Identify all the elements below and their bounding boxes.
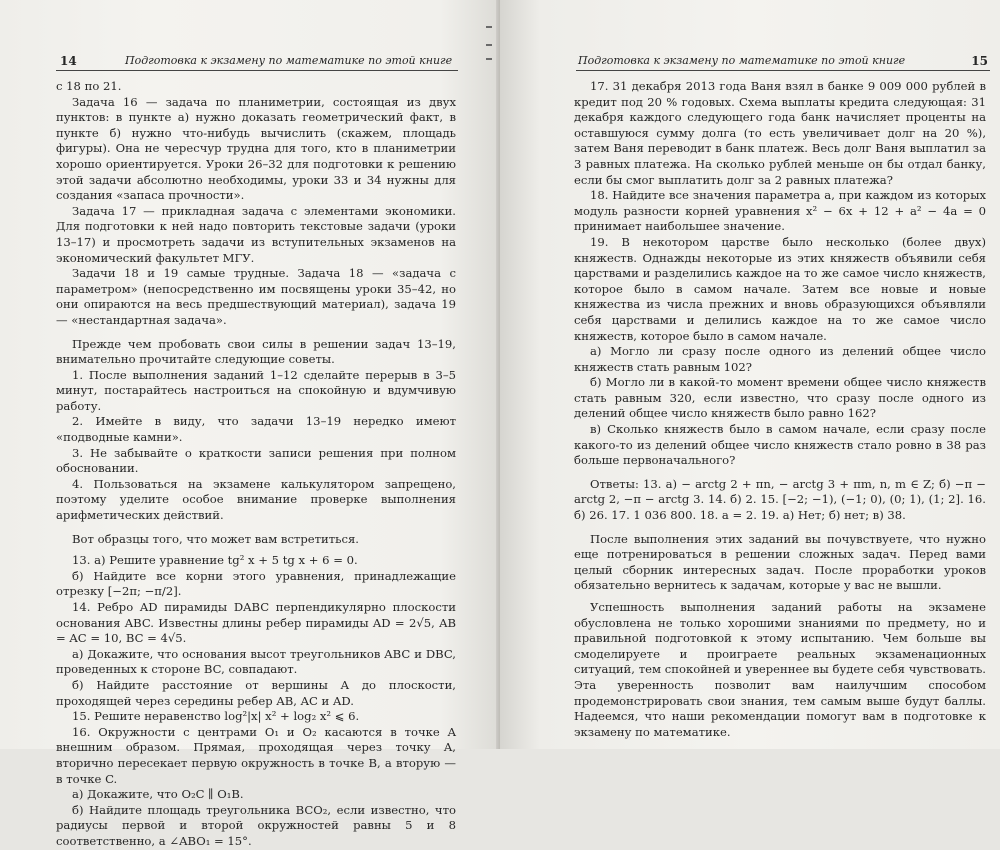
problem-17: 17. 31 декабря 2013 года Ваня взял в банке 9 009 000 рублей в кредит под 20 % годовых. Схема выплаты кредита следующая: 31 декабря каждого следующего года банк начисляет проценты на оставшуюся сумму долга (то есть увеличивает долг на 20 %), затем Ваня переводит в банк платеж. Весь долг Ваня выплатил за 3 равных платежа. На сколько рублей меньше он бы отдал банку, если бы смог выплатить долг за 2 равных платежа? xyxy=(574,79,986,187)
advice-item-3: 3. Не забывайте о краткости записи решения при полном обосновании. xyxy=(56,445,456,476)
problem-19: 19. В некотором царстве было несколько (более двух) княжеств. Однажды некоторые из этих княжеств объявили себя царствами и разделились каждое на то же самое число княжеств, которое было в самом начале. Затем все новые и новые княжества из числа прежних и вновь образующихся объявляли себя царствами и делились каждое на то же самое число княжеств, которое было в самом начале. xyxy=(574,234,986,343)
paragraph-task-17: Задача 17 — прикладная задача с элементами экономики. Для подготовки к ней надо повторить текстовые задачи (уроки 13–17) и просмотреть задачи из вступительных экзаменов на экономический факультет МГУ. xyxy=(56,203,456,265)
problem-19a: а) Могло ли сразу после одного из делений общее число княжеств стать равным 102? xyxy=(574,344,986,374)
problem-19c: в) Сколько княжеств было в самом начале, если сразу после какого-то из делений общее число княжеств стало ровно в 38 раз больше первоначального? xyxy=(574,422,986,468)
left-running-title: Подготовка к экзамену по математике по этой книге xyxy=(125,54,453,67)
advice-item-1: 1. После выполнения заданий 1–12 сделайте перерыв в 3–5 минут, постарайтесь настроиться на спокойную и вдумчивую работу. xyxy=(56,367,456,413)
binding-mark xyxy=(486,58,492,60)
problem-16a: а) Докажите, что O₂C ∥ O₁B. xyxy=(72,787,244,802)
problem-18: 18. Найдите все значения параметра a, при каждом из которых модуль разности корней уравнения x² − 6x + 12 + a² − 4a = 0 принимает наибольшее значение. xyxy=(574,188,986,234)
problem-16: 16. Окружности с центрами O₁ и O₂ касаются в точке A внешним образом. Прямая, проходящая через точку A, вторично пересекает первую окружность в точке B, а вторую — в точке C. xyxy=(56,724,456,786)
paragraph: с 18 по 21. xyxy=(56,79,122,93)
problem-19b: б) Могло ли в какой-то момент времени общее число княжеств стать равным 320, если известно, что сразу после одного из делений общее число княжеств было равно 162? xyxy=(574,375,986,421)
right-page-text xyxy=(574,79,986,740)
problem-14b: б) Найдите расстояние от вершины A до плоскости, проходящей через середины ребер AB, AC и AD. xyxy=(56,677,456,708)
left-page xyxy=(0,0,500,848)
right-page xyxy=(500,0,1000,749)
problem-13a: 13. а) Решите уравнение tg² x + 5 tg x + 6 = 0. xyxy=(72,553,358,568)
paragraph-tasks-18-19: Задачи 18 и 19 самые трудные. Задача 18 — «задача с параметром» (непосредственно им посвящены уроки 35–42, но они опираются на весь предшествующий материал), задача 19 — «нестандартная задача». xyxy=(56,266,456,327)
paragraph-samples-intro: Вот образцы того, что может вам встретиться. xyxy=(72,531,359,546)
paragraph-practice: После выполнения этих заданий вы почувствуете, что нужно еще потренироваться в решении сложных задач. Перед вами целый сборник интересных задач. После проработки уроков обязательно вернитесь к задачам, которые у вас не вышли. xyxy=(574,531,986,593)
right-running-title: Подготовка к экзамену по математике по этой книге xyxy=(578,54,906,67)
problem-15: 15. Решите неравенство log²|x| x² + log₂ x² ⩽ 6. xyxy=(72,709,360,724)
left-page-text xyxy=(56,79,456,850)
left-page-number: 14 xyxy=(60,54,77,68)
problem-14: 14. Ребро AD пирамиды DABC перпендикулярно плоскости основания ABC. Известны длины ребер пирамиды AD = 2√5, AB = AC = 10, BC = 4√5. xyxy=(56,600,456,646)
problem-16b: б) Найдите площадь треугольника BCO₂, если известно, что радиусы первой и второй окружностей равны 5 и 8 соответственно, а ∠ABO₁ = 15°. xyxy=(56,802,456,848)
advice-item-4: 4. Пользоваться на экзамене калькулятором запрещено, поэтому уделите особое внимание проверке выполнения арифметических действий. xyxy=(56,476,456,523)
binding-mark xyxy=(486,44,492,46)
problem-14a: а) Докажите, что основания высот треугольников ABC и DBC, проведенных к стороне BC, совпадают. xyxy=(56,646,456,677)
paragraph-conclusion: Успешность выполнения заданий работы на экзамене обусловлена не только хорошими знаниями по предмету, но и правильной подготовкой к этому испытанию. Чем больше вы смоделируете и проиграете реальных экзаменационных ситуаций, тем спокойней и увереннее вы будете себя чувствовать. Эта уверенность позволит вам наилучшим способом продемонстрировать свои знания, тем самым выше будут баллы. Надеемся, что наши рекомендации помогут вам в подготовке к экзамену по математике. xyxy=(574,600,986,739)
problem-13b: б) Найдите все корни этого уравнения, принадлежащие отрезку [−2π; −π/2]. xyxy=(56,568,456,599)
right-page-number: 15 xyxy=(971,54,988,68)
right-header-rule xyxy=(576,70,990,71)
answers-paragraph: Ответы: 13. а) − arctg 2 + πn, − arctg 3 + πm, n, m ∈ Z; б) −π − arctg 2, −π − arctg 3. 14. б) 2. 15. [−2; −1), (−1; 0), (0; 1), (1; 2]. 16. б) 26. 17. 1 036 800. 18. a = 2. 19. а) Нет; б) нет; в) 38. xyxy=(574,476,986,523)
right-page-header xyxy=(578,53,988,69)
binding-mark xyxy=(486,26,492,28)
left-header-rule xyxy=(56,70,458,71)
left-page-header xyxy=(60,53,470,69)
paragraph-task-16: Задача 16 — задача по планиметрии, состоящая из двух пунктов: в пункте а) нужно доказать геометрический факт, в пункте б) нужно что-нибудь вычислить (скажем, площадь фигуры). Она не чересчур трудна для того, кто в планиметрии хорошо ориентируется. Уроки 26–32 для подготовки к решению этой задачи абсолютно необходимы, уроки 33 и 34 нужны для создания «запаса прочности». xyxy=(56,94,456,203)
advice-item-2: 2. Имейте в виду, что задачи 13–19 нередко имеют «подводные камни». xyxy=(56,414,456,445)
paragraph-advice-intro: Прежде чем пробовать свои силы в решении задач 13–19, внимательно прочитайте следующие советы. xyxy=(56,336,456,367)
